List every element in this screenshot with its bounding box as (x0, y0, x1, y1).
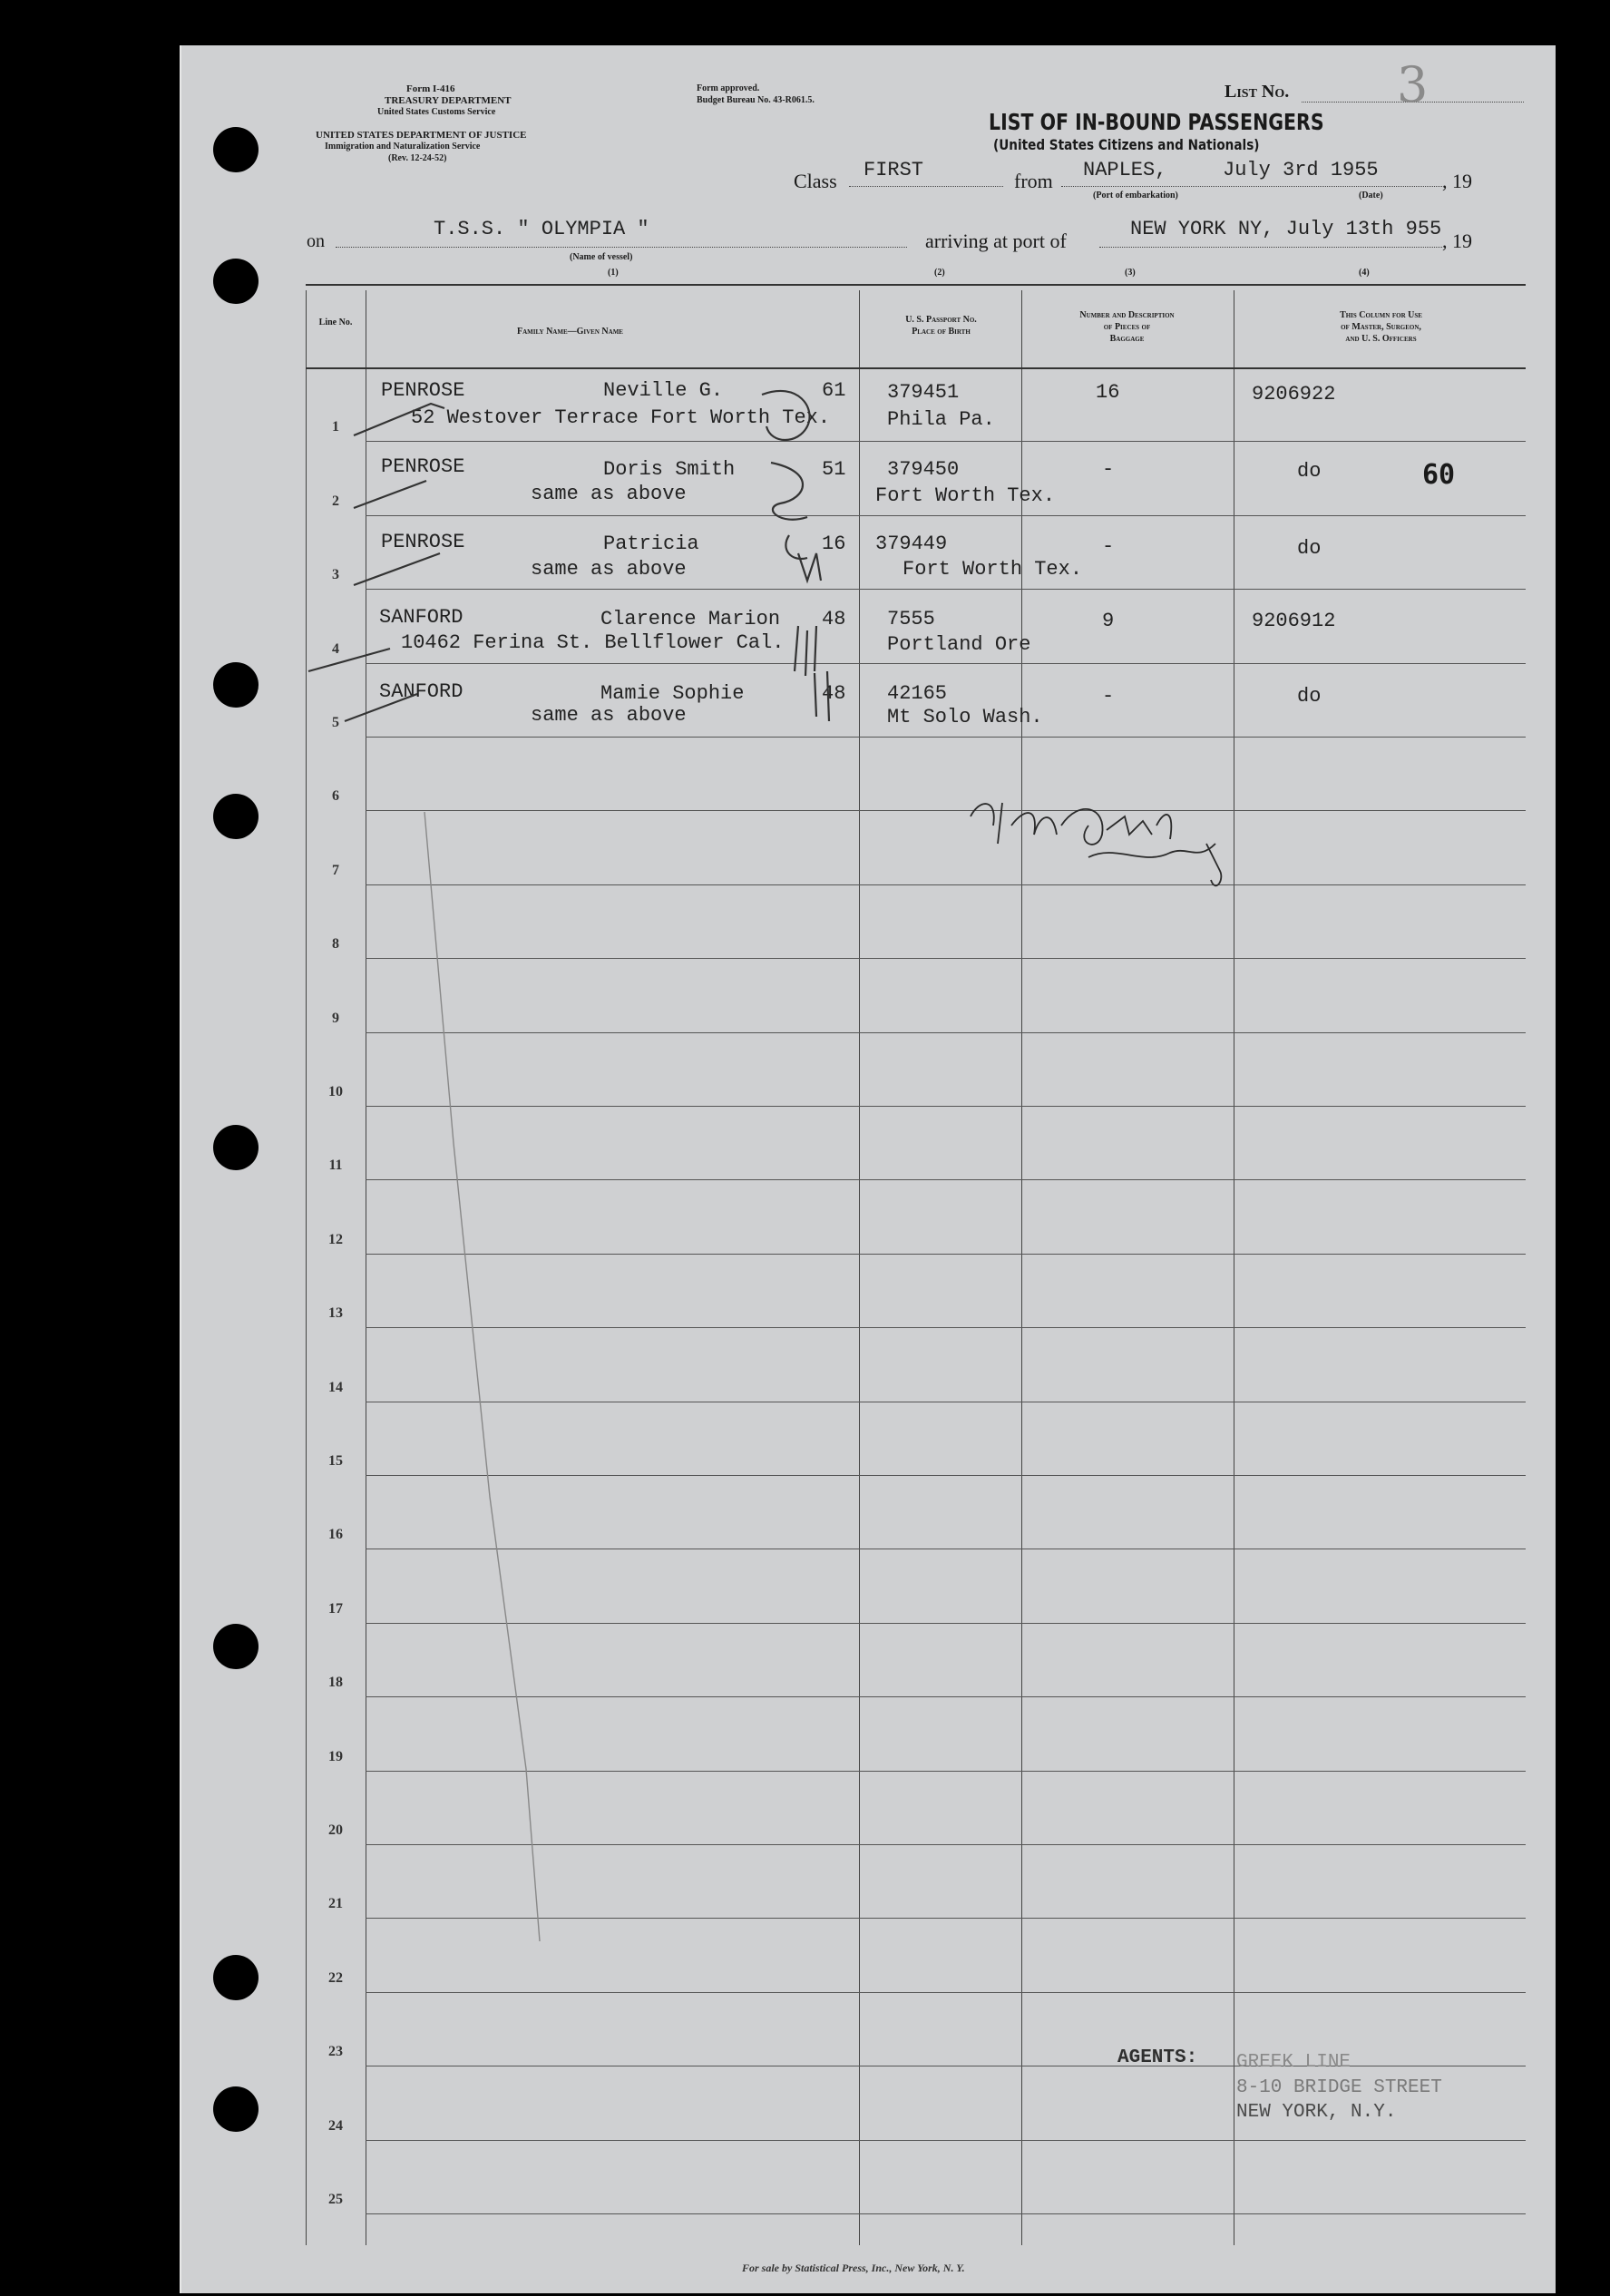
on-label: on (307, 231, 325, 251)
line-number: 25 (328, 2192, 343, 2207)
row-divider (366, 1771, 1526, 1772)
line-number: 2 (332, 493, 339, 509)
birthplace: Mt Solo Wash. (887, 706, 1043, 728)
agents-line-1: GREEK LINE (1236, 2052, 1351, 2073)
row-divider (366, 1179, 1526, 1180)
address: 10462 Ferina St. Bellflower Cal. (401, 631, 785, 654)
line-number: 5 (332, 715, 339, 730)
class-label: Class (794, 170, 837, 192)
family-name: SANFORD (379, 680, 463, 703)
row-divider (366, 589, 1526, 590)
punch-hole-icon (213, 1624, 259, 1669)
passport-number: 379451 (887, 381, 960, 404)
customs-service: United States Customs Service (377, 107, 496, 117)
line-number: 19 (328, 1748, 343, 1764)
family-name: SANFORD (379, 606, 463, 629)
given-name: Doris Smith (603, 458, 736, 481)
year-suffix: , 19 (1442, 170, 1472, 192)
passport-header-1: U. S. Passport No. (905, 315, 977, 325)
given-name: Neville G. (603, 379, 724, 402)
row-divider (366, 1327, 1526, 1328)
line-number: 18 (328, 1675, 343, 1691)
baggage: - (1102, 458, 1115, 481)
baggage: 16 (1096, 381, 1120, 404)
budget-bureau: Budget Bureau No. 43-R061.5. (697, 95, 815, 105)
given-name: Clarence Marion (600, 608, 781, 630)
footer-printer: For sale by Statistical Press, Inc., New York, N. Y. (742, 2262, 965, 2274)
row-divider (366, 958, 1526, 959)
baggage: - (1102, 535, 1115, 558)
age: 51 (822, 458, 846, 481)
family-name: PENROSE (381, 379, 465, 402)
officer-note: do (1297, 685, 1322, 708)
embarkation-date: July 3rd 1955 (1223, 159, 1379, 181)
baggage-header-3: Baggage (1109, 334, 1145, 344)
baggage: - (1102, 685, 1115, 708)
year-suffix-arrival: , 19 (1442, 230, 1472, 252)
line-number: 10 (328, 1084, 343, 1099)
birthplace: Fort Worth Tex. (875, 484, 1056, 507)
vessel-caption: (Name of vessel) (570, 252, 633, 262)
age: 48 (822, 682, 846, 705)
vessel-name: T.S.S. " OLYMPIA " (434, 218, 649, 240)
family-name: PENROSE (381, 455, 465, 478)
officer-note: 9206912 (1252, 610, 1336, 632)
line-number: 22 (328, 1969, 343, 1986)
embarkation-port: NAPLES, (1083, 159, 1167, 181)
line-number: 9 (332, 1010, 339, 1026)
form-number: Form I-416 (406, 83, 455, 94)
age: 61 (822, 379, 846, 402)
punch-hole-icon (213, 1125, 259, 1170)
line-number: 14 (328, 1379, 343, 1395)
passport-header-2: Place of Birth (912, 327, 971, 337)
justice-dept: UNITED STATES DEPARTMENT OF JUSTICE (316, 130, 527, 141)
passport-number: 379450 (887, 458, 960, 481)
line-number: 24 (328, 2117, 343, 2134)
agents-line-3: NEW YORK, N.Y. (1236, 2102, 1397, 2123)
baggage-header-2: of Pieces of (1103, 322, 1151, 332)
passport-number: 7555 (887, 608, 935, 630)
line-number: 6 (332, 788, 339, 805)
line-number: 4 (332, 640, 339, 657)
row-divider (366, 737, 1526, 738)
officer-note: 9206922 (1252, 383, 1336, 405)
officers-header-1: This Column for Use (1340, 310, 1422, 320)
line-number: 3 (332, 567, 339, 583)
line-number: 20 (328, 1822, 343, 1838)
row-divider (366, 1475, 1526, 1476)
passport-number: 379449 (875, 532, 948, 555)
line-number: 23 (328, 2044, 343, 2060)
address: same as above (531, 483, 687, 505)
birthplace: Phila Pa. (887, 408, 995, 431)
row-divider (366, 515, 1526, 516)
line-number: 13 (328, 1305, 343, 1322)
line-number: 15 (328, 1453, 343, 1469)
line-number: 16 (328, 1527, 343, 1543)
punch-hole-icon (213, 662, 259, 708)
row-divider (366, 1032, 1526, 1033)
address: same as above (531, 704, 687, 727)
family-name: PENROSE (381, 531, 465, 553)
line-number: 11 (328, 1158, 343, 1174)
officers-header-2: of Master, Surgeon, (1341, 322, 1421, 332)
age: 16 (822, 532, 846, 555)
treasury-dept: TREASURY DEPARTMENT (385, 95, 512, 106)
row-divider (366, 663, 1526, 664)
form-approved: Form approved. (697, 83, 760, 93)
col-num-2: (2) (934, 268, 945, 278)
col-num-1: (1) (608, 268, 619, 278)
line-number: 17 (328, 1600, 343, 1617)
row-divider (366, 1844, 1526, 1845)
row-divider (366, 884, 1526, 885)
line-number: 21 (328, 1896, 343, 1912)
agents-label: AGENTS: (1117, 2047, 1198, 2068)
col-num-4: (4) (1359, 268, 1370, 278)
address: 52 Westover Terrace Fort Worth Tex. (411, 406, 831, 429)
punch-hole-icon (213, 127, 259, 172)
page-subtitle: (United States Citizens and Nationals) (993, 136, 1260, 153)
baggage: 9 (1102, 610, 1115, 632)
birthplace: Fort Worth Tex. (903, 558, 1083, 581)
port-caption: (Port of embarkation) (1093, 191, 1178, 200)
baggage-header-1: Number and Description (1079, 310, 1175, 320)
arriving-label: arriving at port of (925, 230, 1067, 252)
name-column-header: Family Name—Given Name (517, 327, 623, 337)
list-number-value: 3 (1397, 56, 1429, 113)
row-divider (366, 1106, 1526, 1107)
manifest-page (180, 45, 1556, 2293)
line-number: 8 (332, 936, 339, 953)
row-divider (366, 1254, 1526, 1255)
row-divider (366, 1696, 1526, 1697)
page-title: LIST OF IN-BOUND PASSENGERS (989, 109, 1324, 135)
age: 48 (822, 608, 846, 630)
passport-number: 42165 (887, 682, 948, 705)
line-number: 12 (328, 1231, 343, 1247)
ins-service: Immigration and Naturalization Service (325, 142, 481, 151)
date-caption: (Date) (1359, 191, 1383, 200)
arrival-port-date: NEW YORK NY, July 13th 955 (1130, 218, 1442, 240)
row-divider (366, 1623, 1526, 1624)
class-value: FIRST (864, 159, 924, 181)
punch-hole-icon (213, 259, 259, 304)
from-label: from (1014, 170, 1053, 192)
birthplace: Portland Ore (887, 633, 1031, 656)
row-divider (366, 2140, 1526, 2141)
row-divider (366, 1992, 1526, 1993)
given-name: Mamie Sophie (600, 682, 745, 705)
line-number: 1 (332, 419, 339, 435)
officer-note: do (1297, 537, 1322, 560)
row-divider (366, 1918, 1526, 1919)
form-revision: (Rev. 12-24-52) (388, 153, 447, 163)
row-divider (366, 2213, 1526, 2214)
annotation-60: 60 (1422, 459, 1456, 491)
punch-hole-icon (213, 1955, 259, 2000)
agents-line-2: 8-10 BRIDGE STREET (1236, 2077, 1442, 2098)
line-number: 7 (332, 862, 339, 878)
list-number-label: List No. (1225, 82, 1290, 102)
row-divider (366, 441, 1526, 442)
punch-hole-icon (213, 2086, 259, 2132)
punch-hole-icon (213, 794, 259, 839)
row-divider (366, 810, 1526, 811)
officers-header-3: and U. S. Officers (1345, 334, 1417, 344)
given-name: Patricia (603, 532, 699, 555)
line-number-header: Line No. (318, 318, 353, 327)
address: same as above (531, 558, 687, 581)
officer-note: do (1297, 460, 1322, 483)
col-num-3: (3) (1125, 268, 1136, 278)
